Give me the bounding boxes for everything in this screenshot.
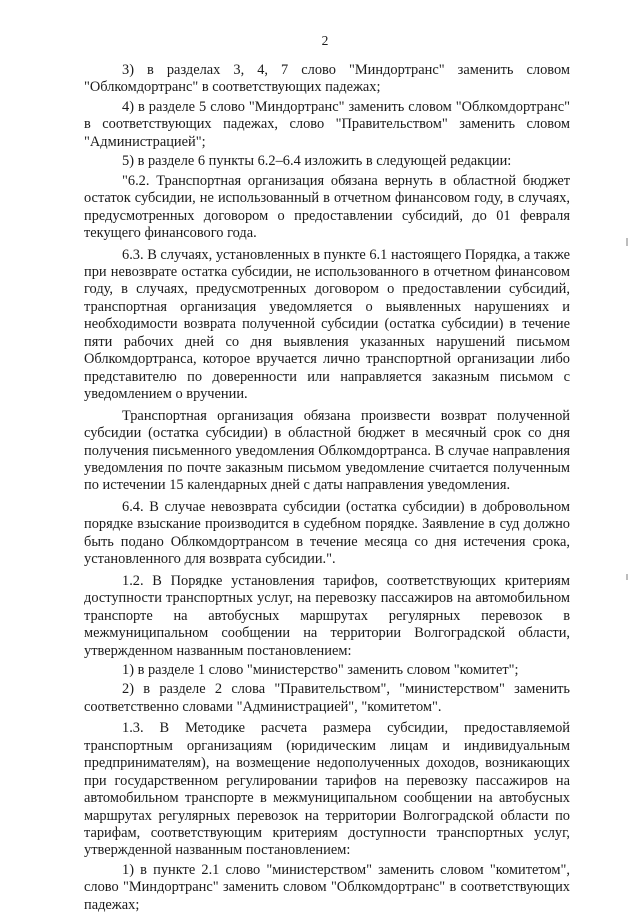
paragraph-6-2: "6.2. Транспортная организация обязана вернуть в областной бюджет остаток субсидии, не использованный в отчетном финансовом году, в случаях, предусмотренных договором о предоставлении субсидий, до 01 февраля текущего финансового года. (84, 172, 570, 242)
page-number: 2 (321, 33, 329, 48)
scan-artifact-mark (626, 238, 628, 246)
paragraph-item-3: 3) в разделах 3, 4, 7 слово "Миндортранс" заменить словом "Облкомдортранс" в соответствующих падежах; (84, 62, 570, 96)
paragraph-refund-obligation: Транспортная организация обязана произвести возврат полученной субсидии (остатка субсидии) в областной бюджет в месячный срок со дня получения письменного уведомления Облкомдортранса. В случае направления уведомления по почте заказным письмом уведомление считается полученным по истечении 15 календарных дней с даты направления уведомления. (84, 407, 570, 494)
paragraph-item-5: 5) в разделе 6 пункты 6.2–6.4 изложить в следующей редакции: (122, 153, 512, 170)
paragraph-1-3: 1.3. В Методике расчета размера субсидии, предоставляемой транспортным организациям (юридическим лицам и индивидуальным предпринимателям), на возмещение недополученных доходов, возникающих при государственном регулировании тарифов на перевозку пассажиров на автомобильном транспорте в межмуниципальном сообщении на автобусных маршрутах регулярных перевозок на территории Волгоградской области по тарифам, соответствующим критериям доступности транспортных услуг, утвержденной названным постановлением: (84, 720, 570, 859)
paragraph-1-2: 1.2. В Порядке установления тарифов, соответствующих критериям доступности транспортных услуг, на перевозку пассажиров на автомобильном транспорте на автобусных маршрутах регулярных перевозок в межмуниципальном сообщении на территории Волгоградской области, утвержденном названным постановлением: (84, 572, 570, 659)
scan-artifact-mark (626, 574, 628, 580)
paragraph-1-2-item-2: 2) в разделе 2 слова "Правительством", "министерством" заменить соответственно словами "Администрацией", "комитетом". (84, 681, 570, 715)
document-body (84, 62, 570, 914)
paragraph-6-4: 6.4. В случае невозврата субсидии (остатка субсидии) в добровольном порядке взыскание производится в судебном порядке. Заявление в суд должно быть подано Облкомдортрансом в течение месяца со дня истечения срока, установленного для возврата субсидии.". (84, 498, 570, 568)
paragraph-item-4: 4) в разделе 5 слово "Миндортранс" заменить словом "Облкомдортранс" в соответствующих падежах, слово "Правительством" заменить словом "Администрацией"; (84, 98, 570, 150)
paragraph-6-3: 6.3. В случаях, установленных в пункте 6.1 настоящего Порядка, а также при невозврате остатка субсидии, не использованного в отчетном финансовом году, в случаях, предусмотренных договором о предоставлении субсидий, транспортная организация уведомляется о выявленных нарушениях и необходимости возврата полученной субсидии (остатка субсидии) в течение пяти рабочих дней со дня выявления указанных нарушений письмом Облкомдортранса, которое вручается лично транспортной организации либо представителю по доверенности или направляется заказным письмом с уведомлением о вручении. (84, 246, 570, 403)
paragraph-1-2-item-1: 1) в разделе 1 слово "министерство" заменить словом "комитет"; (122, 661, 519, 678)
paragraph-1-3-item-1: 1) в пункте 2.1 слово "министерством" заменить словом "комитетом", слово "Миндортранс" заменить словом "Облкомдортранс" в соответствующих падежах; (84, 861, 570, 913)
